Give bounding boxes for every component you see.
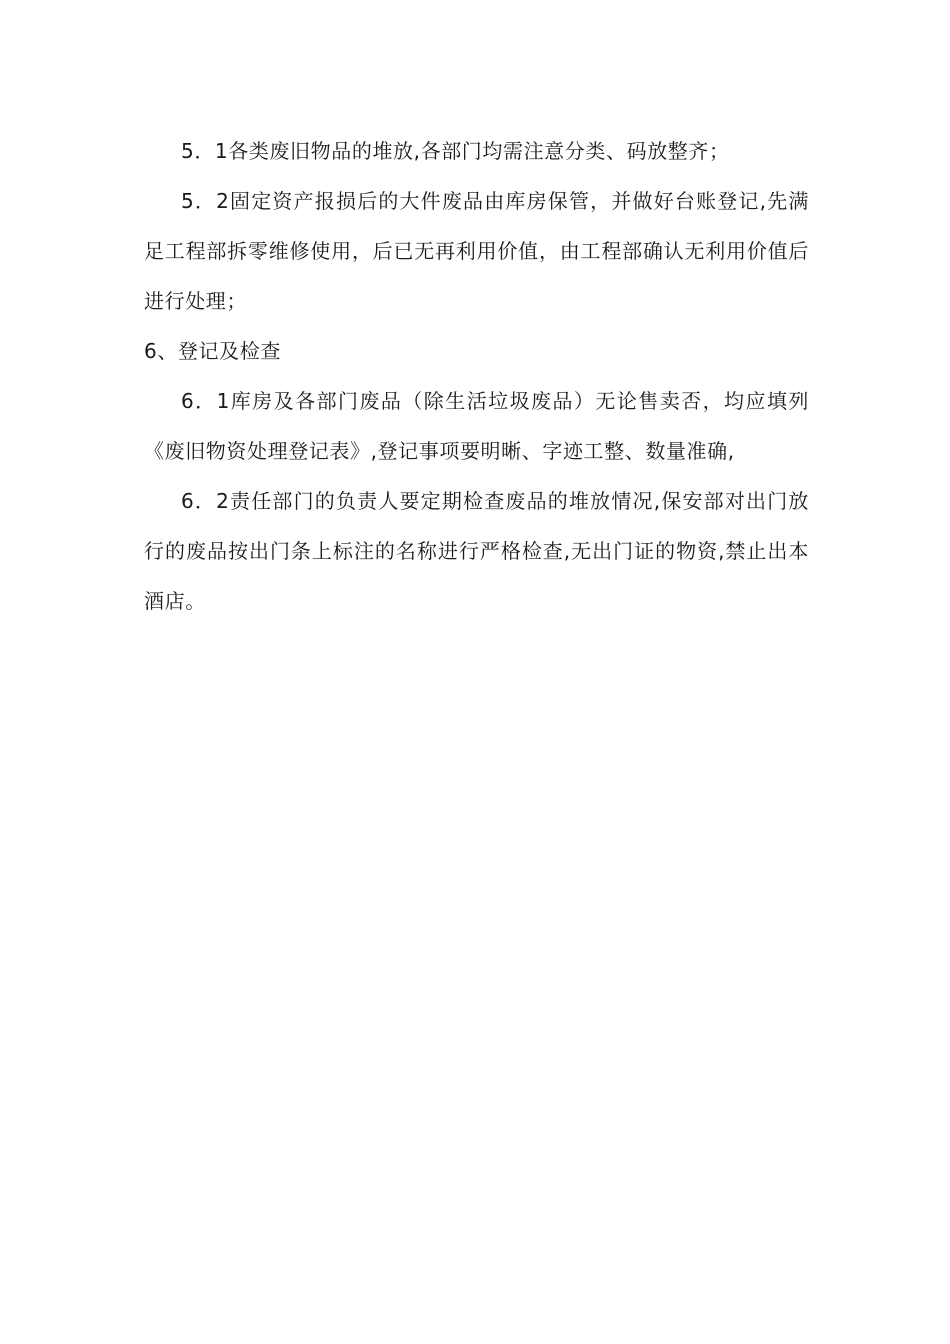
- paragraph-5-2: 5．2固定资产报损后的大件废品由库房保管，并做好台账登记,先满足工程部拆零维修使用，后已无再利用价值，由工程部确认无利用价值后进行处理；: [144, 189, 809, 313]
- paragraph-5-1: 5．1各类废旧物品的堆放,各部门均需注意分类、码放整齐；: [181, 139, 730, 163]
- paragraph-6-2: 6．2责任部门的负责人要定期检查废品的堆放情况,保安部对出门放行的废品按出门条上标注的名称进行严格检查,无出门证的物资,禁止出本酒店。: [144, 489, 809, 613]
- document-body: [144, 126, 809, 626]
- paragraph-6-1: 6．1库房及各部门废品（除生活垃圾废品）无论售卖否，均应填列《废旧物资处理登记表》,登记事项要明晰、字迹工整、数量准确,: [144, 389, 809, 463]
- section-heading-6: 6、登记及检查: [144, 339, 281, 363]
